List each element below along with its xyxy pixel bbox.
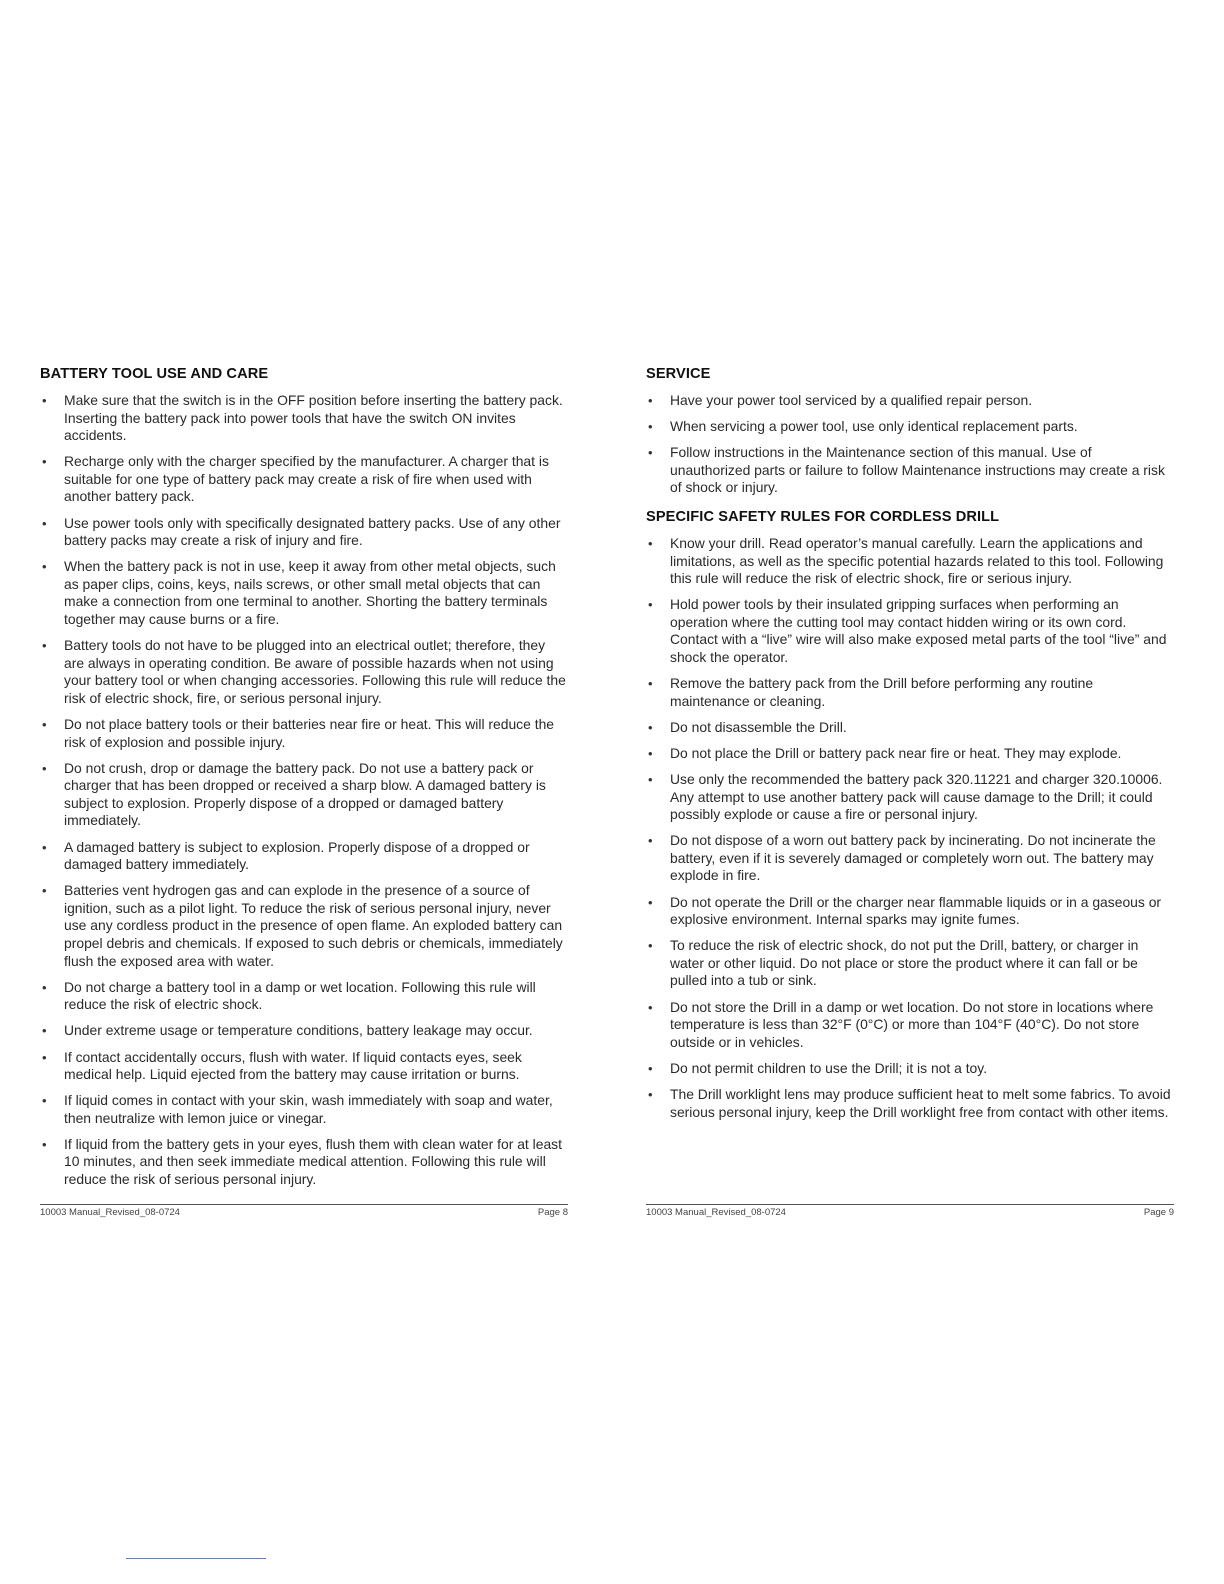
list-item: • The Drill worklight lens may produce sufficient heat to melt some fabrics. To avoid serious personal injury, keep the Drill worklight free from contact with other items.: [646, 1086, 1174, 1121]
service-list: [646, 392, 1174, 497]
list-item: • When the battery pack is not in use, keep it away from other metal objects, such as paper clips, coins, keys, nails screws, or other small metal objects that can make a connection from one terminal to another. Shorting the battery terminals together may cause burns or a fire.: [40, 558, 568, 628]
list-item: • Do not permit children to use the Drill; it is not a toy.: [646, 1060, 1174, 1078]
bottom-underline-mark: [126, 1558, 266, 1559]
section-heading-specific-safety-rules: SPECIFIC SAFETY RULES FOR CORDLESS DRILL: [646, 508, 1000, 525]
list-item: • Do not store the Drill in a damp or wet location. Do not store in locations where temperature is less than 32°F (0°C) or more than 104°F (40°C). Do not store outside or in vehicles.: [646, 999, 1174, 1052]
list-item: • Battery tools do not have to be plugged into an electrical outlet; therefore, they are always in operating condition. Be aware of possible hazards when not using your battery tool or when changing accessories. Following this rule will reduce the risk of electric shock, fire, or serious personal injury.: [40, 637, 568, 707]
list-item: • Use only the recommended the battery pack 320.11221 and charger 320.10006. Any attempt to use another battery pack will cause damage to the Drill; it could possibly explode or cause a fire or personal injury.: [646, 771, 1174, 824]
footer-page-number: Page 8: [537, 1207, 568, 1218]
list-item: • Use power tools only with specifically designated battery packs. Use of any other battery packs may create a risk of injury and fire.: [40, 515, 568, 550]
list-item: • Remove the battery pack from the Drill before performing any routine maintenance or cleaning.: [646, 675, 1174, 710]
list-item: • Do not place battery tools or their batteries near fire or heat. This will reduce the risk of explosion and possible injury.: [40, 716, 568, 751]
section-heading-battery-tool-use: BATTERY TOOL USE AND CARE: [40, 366, 269, 382]
list-item: • If liquid comes in contact with your skin, wash immediately with soap and water, then neutralize with lemon juice or vinegar.: [40, 1092, 568, 1127]
list-item: • A damaged battery is subject to explosion. Properly dispose of a dropped or damaged battery immediately.: [40, 839, 568, 874]
footer-document-id: 10003 Manual_Revised_08-0724: [646, 1207, 786, 1218]
drill-safety-list: [646, 535, 1174, 1121]
list-item: • Have your power tool serviced by a qualified repair person.: [646, 392, 1174, 410]
list-item: • To reduce the risk of electric shock, do not put the Drill, battery, or charger in water or other liquid. Do not place or store the product where it can fall or be pulled into a tub or sink.: [646, 937, 1174, 990]
list-item: • Under extreme usage or temperature conditions, battery leakage may occur.: [40, 1022, 568, 1040]
list-item: • Make sure that the switch is in the OFF position before inserting the battery pack. Inserting the battery pack into power tools that have the switch ON invites accidents.: [40, 392, 568, 445]
left-page: [40, 362, 568, 1197]
right-page-footer: [646, 1204, 1174, 1218]
list-item: • Do not crush, drop or damage the battery pack. Do not use a battery pack or charger that has been dropped or received a sharp blow. A damaged battery is subject to explosion. Properly dispose of a dropped or damaged battery immediately.: [40, 760, 568, 830]
list-item: • Do not dispose of a worn out battery pack by incinerating. Do not incinerate the battery, even if it is severely damaged or completely worn out. The battery may explode in fire.: [646, 832, 1174, 885]
list-item: • If liquid from the battery gets in your eyes, flush them with clean water for at least 10 minutes, and then seek immediate medical attention. Following this rule will reduce the risk of serious personal injury.: [40, 1136, 568, 1189]
list-item: • Batteries vent hydrogen gas and can explode in the presence of a source of ignition, such as a pilot light. To reduce the risk of serious personal injury, never use any cordless product in the presence of open flame. An exploded battery can propel debris and chemicals. If exposed to such debris or chemicals, immediately flush the exposed area with water.: [40, 882, 568, 970]
list-item: • Do not disassemble the Drill.: [646, 719, 1174, 737]
left-page-footer: [40, 1204, 568, 1218]
list-item: • Do not operate the Drill or the charger near flammable liquids or in a gaseous or explosive environment. Internal sparks may ignite fumes.: [646, 894, 1174, 929]
list-item: • Do not charge a battery tool in a damp or wet location. Following this rule will reduce the risk of electric shock.: [40, 979, 568, 1014]
list-item: • Follow instructions in the Maintenance section of this manual. Use of unauthorized parts or failure to follow Maintenance instructions may create a risk of shock or injury.: [646, 444, 1174, 497]
list-item: • Recharge only with the charger specified by the manufacturer. A charger that is suitable for one type of battery pack may create a risk of fire when used with another battery pack.: [40, 453, 568, 506]
footer-page-number: Page 9: [1143, 1207, 1174, 1218]
list-item: • Hold power tools by their insulated gripping surfaces when performing an operation where the cutting tool may contact hidden wiring or its own cord. Contact with a “live” wire will also make exposed metal parts of the tool “live” and shock the operator.: [646, 596, 1174, 666]
list-item: • If contact accidentally occurs, flush with water. If liquid contacts eyes, seek medical help. Liquid ejected from the battery may cause irritation or burns.: [40, 1049, 568, 1084]
section-heading-service: SERVICE: [646, 366, 711, 382]
list-item: • Know your drill. Read operator’s manual carefully. Learn the applications and limitations, as well as the specific potential hazards related to this tool. Following this rule will reduce the risk of electric shock, fire or serious injury.: [646, 535, 1174, 588]
footer-document-id: 10003 Manual_Revised_08-0724: [40, 1207, 180, 1218]
list-item: • Do not place the Drill or battery pack near fire or heat. They may explode.: [646, 745, 1174, 763]
list-item: • When servicing a power tool, use only identical replacement parts.: [646, 418, 1174, 436]
right-page: [646, 362, 1174, 1130]
battery-care-list: [40, 392, 568, 1189]
